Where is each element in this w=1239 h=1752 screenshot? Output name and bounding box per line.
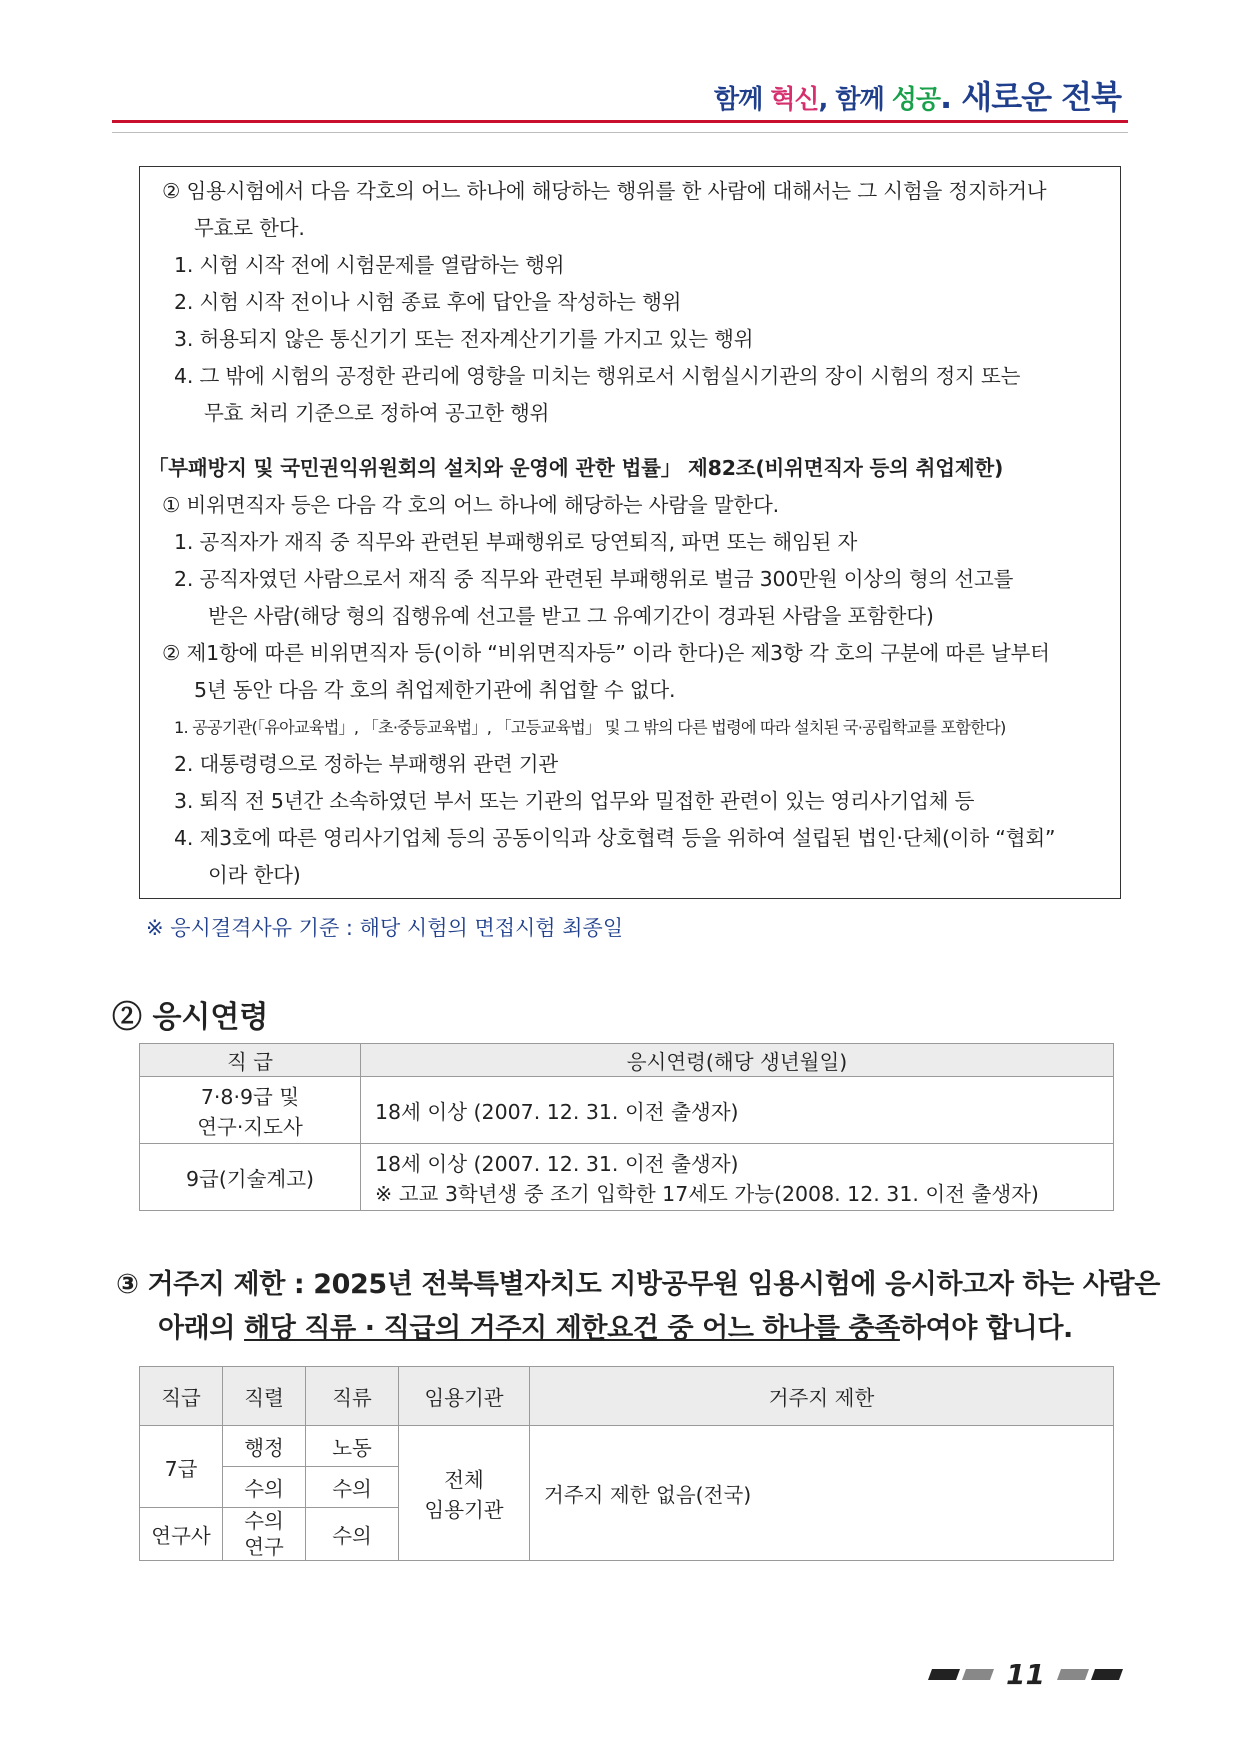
table-cell: [223, 1508, 306, 1561]
table-header-cell: 직급: [140, 1367, 223, 1426]
table-header-row: [140, 1044, 1114, 1077]
table-header-cell: 직렬: [223, 1367, 306, 1426]
law-line: 5년 동안 다음 각 호의 취업제한기관에 취업할 수 없다.: [194, 678, 676, 702]
table-row: [140, 1077, 1114, 1144]
law-line: 3. 퇴직 전 5년간 소속하였던 부서 또는 기관의 업무와 밀접한 관련이 있는 영리사기업체 등: [174, 789, 975, 813]
series-line: 수의: [244, 1509, 284, 1533]
agency-line: 임용기관: [424, 1498, 504, 1522]
footer-bar-decoration: [1057, 1669, 1089, 1680]
law-line: 2. 공직자였던 사람으로서 재직 중 직무와 관련된 부패행위로 벌금 300만원 이상의 형의 선고를: [174, 567, 1014, 591]
table-cell: 연구사: [140, 1508, 223, 1561]
law-line: 2. 시험 시작 전이나 시험 종료 후에 답안을 작성하는 행위: [174, 290, 682, 314]
residence-instruction-pre: 아래의: [158, 1313, 245, 1344]
law-line: 3. 허용되지 않은 통신기기 또는 전자계산기기를 가지고 있는 행위: [174, 327, 754, 351]
law-line: 4. 그 밖에 시험의 공정한 관리에 영향을 미치는 행위로서 시험실시기관의 장이 시험의 정지 또는: [174, 364, 1021, 388]
law-line: 무효 처리 기준으로 정하여 공고한 행위: [204, 401, 550, 425]
law-line: ② 제1항에 따른 비위면직자 등(이하 “비위면직자등” 이라 한다)은 제3항 각 호의 구분에 따른 날부터: [162, 641, 1050, 665]
table-cell: [140, 1077, 361, 1144]
law-line: ② 임용시험에서 다음 각호의 어느 하나에 해당하는 행위를 한 사람에 대해서는 그 시험을 정지하거나: [162, 179, 1047, 203]
slogan-part: 혁신: [770, 85, 819, 115]
table-cell: 수의: [306, 1467, 399, 1508]
footer-bar-decoration: [928, 1669, 960, 1680]
page-footer: [930, 1658, 1121, 1691]
table-cell: [361, 1144, 1114, 1211]
law-line: 받은 사람(해당 형의 집행유예 선고를 받고 그 유예기간이 경과된 사람을 포함한다): [208, 604, 934, 628]
section-heading-age: ② 응시연령: [112, 1000, 269, 1035]
agency-line: 전체: [444, 1468, 484, 1492]
table-header-row: [140, 1367, 1114, 1426]
law-line: 이라 한다): [208, 863, 301, 887]
table-header-cell: 응시연령(해당 생년월일): [361, 1044, 1114, 1077]
table-cell: [399, 1426, 530, 1561]
law-line: 1. 공직자가 재직 중 직무와 관련된 부패행위로 당연퇴직, 파면 또는 해임된 자: [174, 530, 858, 554]
table-header-cell: 임용기관: [399, 1367, 530, 1426]
residence-instruction-underlined: 해당 직류 · 직급의 거주지 제한요건 중 어느 하나를 충족: [244, 1313, 900, 1344]
table-cell: 수의: [223, 1467, 306, 1508]
residence-table: [139, 1366, 1114, 1561]
header-divider-gray: [112, 132, 1128, 133]
law-line: 1. 공공기관(「유아교육법」, 「초·중등교육법」, 「고등교육법」 및 그 밖의 다른 법령에 따라 설치된 국·공립학교를 포함한다): [174, 718, 1006, 737]
law-line: ① 비위면직자 등은 다음 각 호의 어느 하나에 해당하는 사람을 말한다.: [162, 493, 779, 517]
law-line: 1. 시험 시작 전에 시험문제를 열람하는 행위: [174, 253, 565, 277]
law-title: 「부패방지 및 국민권익위원회의 설치와 운영에 관한 법률」 제82조(비위면직자 등의 취업제한): [148, 456, 1004, 480]
grade-line: 7·8·9급 및: [200, 1085, 300, 1109]
header-divider-red: [112, 120, 1128, 123]
header-slogan: [714, 72, 1121, 118]
law-line: 2. 대통령령으로 정하는 부패행위 관련 기관: [174, 752, 558, 776]
residence-instruction: [158, 1306, 1073, 1345]
table-header-cell: 직 급: [140, 1044, 361, 1077]
table-header-cell: 거주지 제한: [530, 1367, 1114, 1426]
slogan-part: 함께: [714, 85, 771, 115]
slogan-part: , 함께: [818, 85, 892, 115]
law-line: 무효로 한다.: [194, 216, 305, 240]
table-cell: 9급(기술계고): [140, 1144, 361, 1211]
table-cell: 7급: [140, 1426, 223, 1508]
disqualification-note: ※ 응시결격사유 기준 : 해당 시험의 면접시험 최종일: [146, 916, 624, 940]
table-row: [140, 1144, 1114, 1211]
table-cell: 수의: [306, 1508, 399, 1561]
table-row: [140, 1426, 1114, 1467]
table-cell: 거주지 제한 없음(전국): [530, 1426, 1114, 1561]
table-cell: 노동: [306, 1426, 399, 1467]
grade-line: 연구·지도사: [197, 1115, 303, 1139]
table-header-cell: 직류: [306, 1367, 399, 1426]
footer-bar-decoration: [962, 1669, 994, 1680]
age-table: [139, 1043, 1114, 1211]
table-cell: 18세 이상 (2007. 12. 31. 이전 출생자): [361, 1077, 1114, 1144]
table-cell: 행정: [223, 1426, 306, 1467]
law-excerpt-box: [139, 166, 1121, 899]
slogan-part: . 새로운 전북: [940, 78, 1121, 116]
slogan-part: 성공: [891, 85, 940, 115]
age-line: 18세 이상 (2007. 12. 31. 이전 출생자): [375, 1152, 739, 1176]
series-line: 연구: [244, 1535, 284, 1559]
residence-instruction-post: 하여야 합니다.: [899, 1313, 1073, 1344]
page-number: 11: [1006, 1658, 1045, 1691]
section-heading-residence: ③ 거주지 제한 : 2025년 전북특별자치도 지방공무원 임용시험에 응시하고자 하는 사람은: [116, 1269, 1160, 1300]
law-line: 4. 제3호에 따른 영리사기업체 등의 공동이익과 상호협력 등을 위하여 설립된 법인·단체(이하 “협회”: [174, 826, 1056, 850]
age-line: ※ 고교 3학년생 중 조기 입학한 17세도 가능(2008. 12. 31. 이전 출생자): [375, 1182, 1039, 1206]
footer-bar-decoration: [1091, 1669, 1123, 1680]
